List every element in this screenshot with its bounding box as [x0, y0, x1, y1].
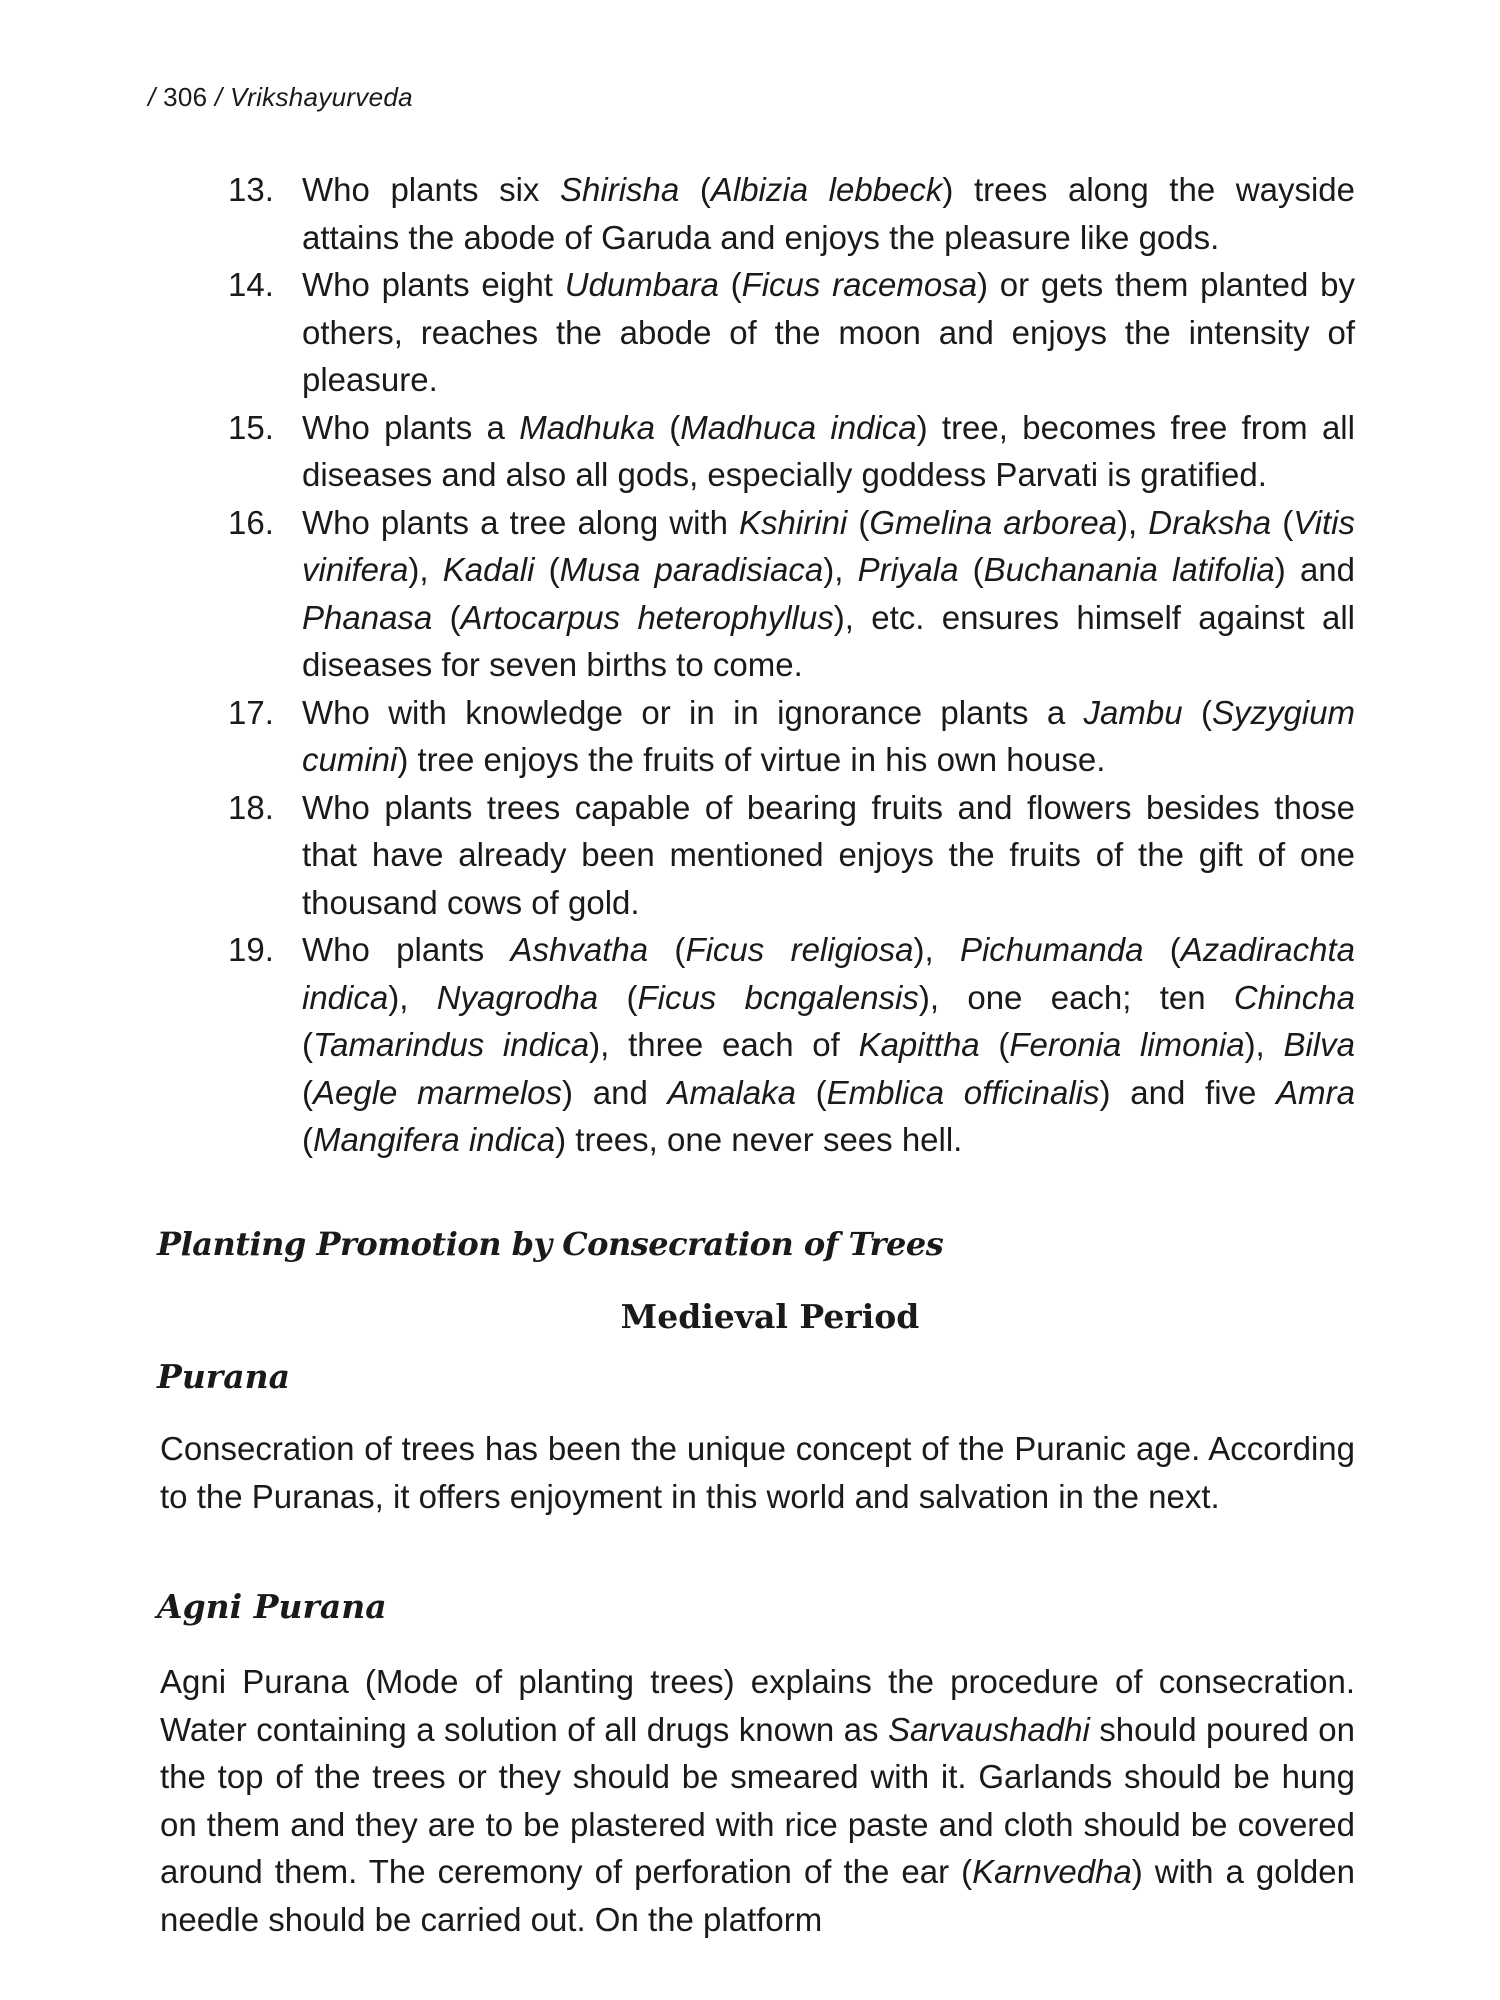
- italic-term: Amalaka: [667, 1073, 796, 1111]
- numbered-verse-list: [210, 166, 1355, 1164]
- text-run: Who plants a: [302, 408, 520, 446]
- text-run: Who plants six: [302, 171, 561, 208]
- italic-term: Musa paradisiaca: [559, 551, 824, 588]
- italic-term: Ficus racemosa: [741, 266, 978, 303]
- text-run: ) tree enjoys the fruits of virtue in his own house.: [397, 741, 1106, 778]
- text-run: (: [432, 598, 461, 636]
- verse-item: [210, 926, 1355, 1164]
- text-run: (: [1271, 503, 1294, 541]
- text-run: (: [718, 266, 742, 303]
- italic-term: Kadali: [442, 551, 535, 588]
- agni-purana-heading: Agni Purana: [157, 1587, 387, 1626]
- text-run: Consecration of trees has been the unique concept of the Puranic age. According to the Puranas, it offers enjoyment in this world and salvation in the next.: [160, 1430, 1355, 1515]
- book-title: Vrikshayurveda: [229, 82, 413, 112]
- text-run: ),: [1117, 503, 1149, 541]
- verse-number: 18.: [228, 788, 274, 826]
- text-run: Who plants: [302, 931, 511, 968]
- italic-term: Buchanania latifolia: [983, 551, 1275, 588]
- text-run: ) and: [562, 1073, 668, 1111]
- text-run: (: [795, 1073, 827, 1111]
- italic-term: Udumbara: [564, 266, 719, 303]
- italic-term: Nyagrodha: [436, 978, 599, 1016]
- italic-term: Jambu: [1083, 693, 1183, 731]
- italic-term: Bilva: [1283, 1026, 1355, 1063]
- period-heading: Medieval Period: [620, 1297, 920, 1336]
- italic-term: Amra: [1276, 1073, 1355, 1111]
- italic-term: Madhuka: [519, 408, 655, 446]
- text-run: (: [302, 1073, 313, 1111]
- purana-heading: Purana: [157, 1357, 290, 1396]
- verse-item: [210, 261, 1355, 404]
- italic-term: Kapittha: [858, 1026, 980, 1063]
- italic-term: Artocarpus heterophyllus: [460, 598, 834, 636]
- running-head-separator: /: [148, 82, 156, 112]
- text-run: ) or gets them planted by others, reaches the abode of the moon and enjoys the intensity of pleasure.: [302, 266, 1355, 398]
- italic-term: Ashvatha: [510, 931, 649, 968]
- text-run: ) trees along the wayside attains the abode of Garuda and enjoys the pleasure like gods.: [302, 171, 1355, 256]
- verse-item: [210, 166, 1355, 261]
- italic-term: Ficus bcngalensis: [637, 978, 919, 1016]
- text-run: ), three each of: [589, 1026, 859, 1063]
- text-run: ), one each; ten: [918, 978, 1234, 1016]
- italic-term: Pichumanda: [959, 931, 1144, 968]
- text-run: ) and: [1274, 551, 1356, 588]
- verse-number: 17.: [228, 693, 274, 731]
- text-run: ), etc. ensures himself against all diseases for seven births to come.: [302, 598, 1355, 683]
- italic-term: Priyala: [857, 551, 959, 588]
- italic-term: Vitis vinifera: [302, 503, 1355, 588]
- verse-item: [210, 499, 1355, 689]
- text-run: ) trees, one never sees hell.: [555, 1121, 963, 1158]
- text-run: (: [958, 551, 984, 588]
- verse-number: 14.: [228, 266, 274, 303]
- text-run: (: [598, 978, 638, 1016]
- italic-term: Kshirini: [739, 503, 848, 541]
- verse-number: 15.: [228, 408, 274, 446]
- italic-term: Gmelina arborea: [869, 503, 1118, 541]
- text-run: ) with a golden needle should be carried out. On the platform: [160, 1853, 1355, 1938]
- text-run: (: [534, 551, 560, 588]
- italic-term: Chincha: [1233, 978, 1355, 1016]
- italic-term: Azadirachta indica: [302, 931, 1355, 1016]
- text-run: Who plants eight: [302, 266, 565, 303]
- section-title: Planting Promotion by Consecration of Trees: [157, 1225, 944, 1263]
- text-run: ),: [408, 551, 443, 588]
- verse-number: 16.: [228, 503, 274, 541]
- italic-term: Aegle marmelos: [313, 1073, 563, 1111]
- verse-item: [210, 784, 1355, 927]
- italic-term: Feronia limonia: [1009, 1026, 1245, 1063]
- text-run: Agni Purana (Mode of planting trees) explains the procedure of consecration. Water containing a solution of all drugs known as: [160, 1663, 1355, 1748]
- text-run: ),: [388, 978, 437, 1016]
- text-run: ) and five: [1099, 1073, 1277, 1111]
- italic-term: Shirisha: [560, 171, 680, 208]
- text-run: (: [847, 503, 870, 541]
- verse-number: 13.: [228, 171, 274, 208]
- italic-term: Mangifera indica: [313, 1121, 556, 1158]
- verse-item: [210, 404, 1355, 499]
- text-run: ),: [823, 551, 858, 588]
- text-run: (: [648, 931, 686, 968]
- text-run: Who with knowledge or in in ignorance plants a: [302, 693, 1084, 731]
- text-run: (: [679, 171, 711, 208]
- text-run: (: [979, 1026, 1010, 1063]
- page-number: 306: [163, 82, 208, 112]
- italic-term: Sarvaushadhi: [888, 1710, 1090, 1748]
- italic-term: Ficus religiosa: [685, 931, 914, 968]
- italic-term: Syzygium cumini: [302, 693, 1355, 778]
- running-head: [148, 82, 413, 113]
- text-run: Who plants trees capable of bearing fruits and flowers besides those that have already been mentioned enjoys the fruits of the gift of one thousand cows of gold.: [302, 788, 1355, 921]
- text-run: (: [1182, 693, 1212, 731]
- verse-number: 19.: [228, 931, 274, 968]
- text-run: (: [302, 1026, 313, 1063]
- text-run: Who plants a tree along with: [302, 503, 740, 541]
- verse-item: [210, 689, 1355, 784]
- purana-paragraph: [160, 1425, 1355, 1520]
- italic-term: Karnvedha: [972, 1853, 1132, 1890]
- text-run: ),: [913, 931, 960, 968]
- text-run: (: [654, 408, 681, 446]
- text-run: ),: [1244, 1026, 1284, 1063]
- italic-term: Albizia lebbeck: [710, 171, 943, 208]
- agni-purana-paragraph: [160, 1658, 1355, 1943]
- italic-term: Phanasa: [302, 598, 433, 636]
- text-run: should poured on the top of the trees or they should be smeared with it. Garlands should be hung on them and they are to be plastered with rice paste and cloth should be covered around them. The ceremony of perforation of the ear (: [160, 1710, 1355, 1890]
- italic-term: Draksha: [1148, 503, 1272, 541]
- text-run: ) tree, becomes free from all diseases and also all gods, especially goddess Parvati is gratified.: [302, 408, 1355, 493]
- text-run: (: [1143, 931, 1181, 968]
- italic-term: Madhuca indica: [680, 408, 917, 446]
- text-run: (: [302, 1121, 313, 1158]
- italic-term: Emblica officinalis: [826, 1073, 1100, 1111]
- running-head-separator: /: [214, 82, 223, 112]
- italic-term: Tamarindus indica: [313, 1026, 590, 1063]
